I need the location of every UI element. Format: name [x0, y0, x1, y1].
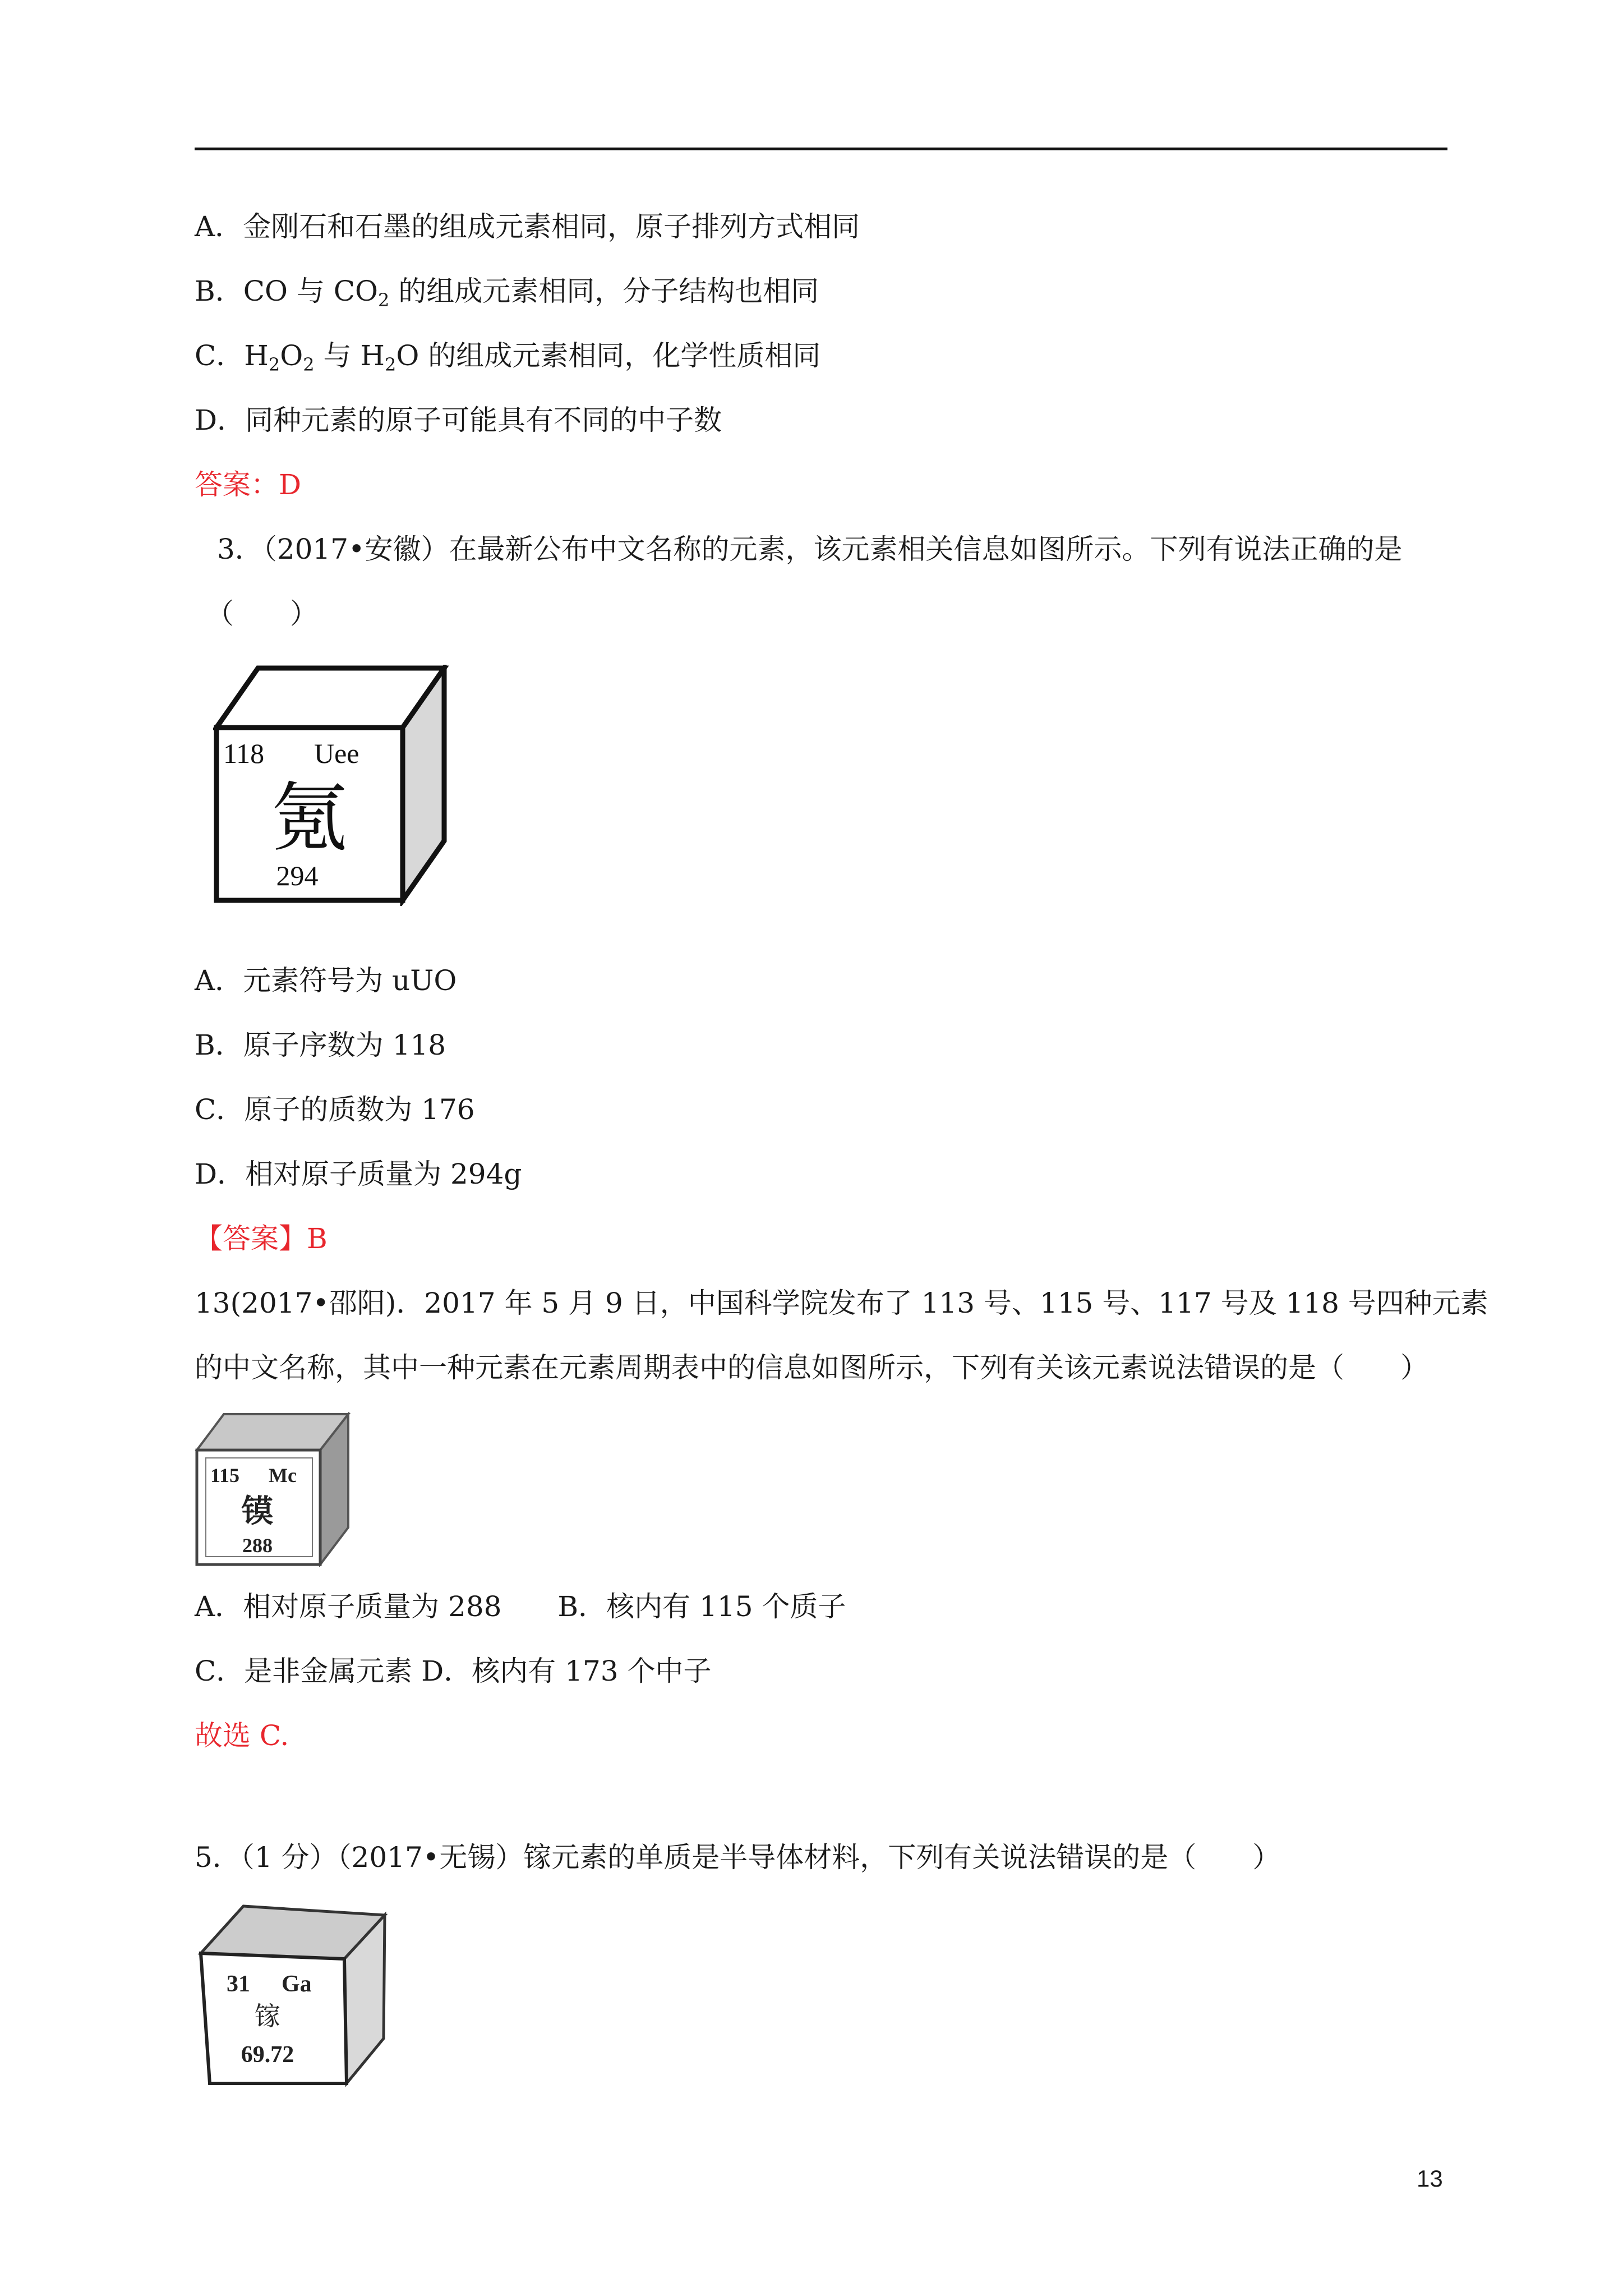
q13-answer: 故选 C.	[195, 1719, 289, 1752]
q13-tile-name: 镆	[242, 1493, 273, 1530]
q3-tile-symbol: Uee	[314, 738, 359, 769]
q13-options-cd: C．是非金属元素 D．核内有 173 个中子	[195, 1655, 712, 1687]
q5-tile-number: 31	[227, 1971, 250, 1997]
q2-option-b: B．CO 与 $CO_2$ 的组成元素相同，分子结构也相同	[195, 275, 819, 311]
q13-stem-line1: 13(2017•邵阳)．2017 年 5 月 9 日，中国科学院发布了 113 号、115 号、117 号及 118 号四种元素	[195, 1287, 1488, 1319]
q3-tile-name: 氪	[271, 774, 348, 862]
q3-tile-mass: 294	[276, 860, 319, 891]
q5-tile-mass: 69.72	[241, 2042, 294, 2068]
q3-option-a: A．元素符号为 uUO	[195, 964, 457, 997]
q2-option-d: D．同种元素的原子可能具有不同的中子数	[195, 404, 722, 436]
header-rule	[195, 148, 1447, 150]
q13-element-tile	[195, 1412, 351, 1567]
q5-stem: 5．（1 分）（2017•无锡）镓元素的单质是半导体材料，下列有关说法错误的是（ ）	[195, 1841, 1281, 1874]
q13-options-ab: A．相对原子质量为 288 B．核内有 115 个质子	[195, 1590, 846, 1623]
q2-answer: 答案：D	[195, 468, 302, 501]
q2-option-c: C．$H_2O_2$ 与 $H_2O$ 的组成元素相同，化学性质相同	[195, 339, 821, 375]
q3-option-b: B．原子序数为 118	[195, 1029, 446, 1061]
q5-element-tile	[197, 1903, 388, 2088]
q3-option-d: D．相对原子质量为 294g	[195, 1158, 522, 1190]
q2-option-a: A．金刚石和石墨的组成元素相同，原子排列方式相同	[195, 210, 860, 243]
q5-tile-symbol: Ga	[282, 1971, 312, 1997]
page-number: 13	[1417, 2165, 1443, 2192]
q13-tile-symbol: Mc	[269, 1464, 297, 1487]
q3-stem: 3．（2017•安徽）在最新公布中文名称的元素，该元素相关信息如图所示。下列有说法正确的是	[217, 533, 1403, 565]
q3-tile-number: 118	[223, 738, 265, 769]
q3-answer: 【答案】B	[195, 1222, 328, 1255]
q3-blank: （ ）	[206, 597, 318, 630]
q13-stem-line2: 的中文名称，其中一种元素在元素周期表中的信息如图所示，下列有关该元素说法错误的是（ ）	[195, 1351, 1428, 1384]
q13-tile-mass: 288	[242, 1534, 273, 1557]
q13-tile-number: 115	[210, 1464, 240, 1487]
q3-element-tile	[213, 665, 449, 906]
q5-tile-name: 镓	[255, 2001, 280, 2031]
q3-option-c: C．原子的质数为 176	[195, 1093, 475, 1126]
